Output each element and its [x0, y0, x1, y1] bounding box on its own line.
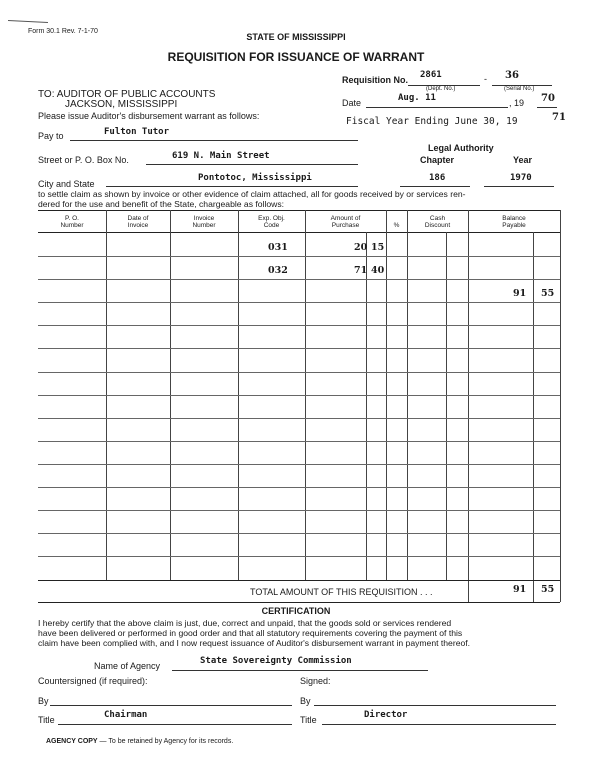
table-row-line [38, 418, 560, 419]
table-row-line [38, 556, 560, 557]
date-value: Aug. 11 [398, 93, 436, 103]
date-year-prefix: , 19 [509, 98, 525, 108]
title-right-line [322, 724, 556, 725]
row1-exp-code: 031 [268, 242, 288, 253]
chapter-value: 186 [429, 173, 446, 183]
serial-caption: (Serial No.) [504, 86, 535, 92]
table-row-line [38, 464, 560, 465]
footer-note [46, 738, 233, 745]
balance-dollars: 91 [513, 288, 527, 299]
table-row-line [38, 348, 560, 349]
certification-heading: CERTIFICATION [261, 606, 331, 616]
table-row-line [38, 533, 560, 534]
header-po: P. O. Number [60, 215, 84, 229]
table-row-line [38, 279, 560, 280]
col-divider-balance-right [560, 210, 561, 602]
legal-year-value: 1970 [510, 173, 532, 183]
header-balance: Balance Payable [502, 215, 526, 229]
table-row-line [38, 510, 560, 511]
total-label: TOTAL AMOUNT OF THIS REQUISITION . . . [250, 587, 433, 597]
table-row-line [38, 395, 560, 396]
settle-text-line1: to settle claim as shown by invoice or other evidence of claim attached, all for goods received by or services ren- [38, 189, 466, 199]
form-title: REQUISITION FOR ISSUANCE OF WARRANT [167, 50, 425, 64]
col-divider-cash-cents [446, 232, 447, 580]
header-exp-code: Exp. Obj. Code [258, 215, 285, 229]
state-heading: STATE OF MISSISSIPPI [246, 32, 346, 42]
agency-line [172, 670, 428, 671]
date-label: Date [342, 98, 362, 108]
chapter-label: Chapter [420, 155, 455, 165]
table-row-line [38, 372, 560, 373]
addressee-line2: JACKSON, MISSISSIPPI [65, 99, 178, 110]
street-value: 619 N. Main Street [172, 151, 270, 161]
date-year: 70 [541, 93, 555, 104]
agency-label: Name of Agency [94, 661, 161, 671]
table-row-line [38, 487, 560, 488]
form-number: Form 30.1 Rev. 7-1-70 [28, 28, 98, 35]
table-header-border [38, 232, 560, 233]
row2-amount-dollars: 71 [354, 265, 368, 276]
certification-line2: have been delivered or performed in good order and that all statutory requirements covering the payment of this [38, 628, 463, 638]
certification-line1: I hereby certify that the above claim is just, due, correct and unpaid, that the goods sold or services rendered [38, 618, 452, 628]
header-cash-discount: Cash Discount [424, 215, 451, 229]
row1-amount-dollars: 20 [354, 242, 368, 253]
table-row-line [38, 325, 560, 326]
by-right-line [314, 705, 556, 706]
table-row-line [38, 302, 560, 303]
signed-label: Signed: [300, 676, 331, 686]
instruction-text: Please issue Auditor's disbursement warrant as follows: [38, 111, 260, 121]
table-top-border [38, 210, 560, 211]
header-percent: % [393, 222, 400, 229]
by-left-label: By [38, 696, 49, 706]
pay-to-value: Fulton Tutor [104, 127, 170, 137]
title-left-value: Chairman [104, 710, 148, 720]
legal-authority-label: Legal Authority [428, 143, 494, 153]
row1-amount-cents: 15 [371, 242, 385, 253]
table-row-line [38, 441, 560, 442]
certification-line3: claim have been complied with, and I now request issuance of Auditor's disbursement warrant in payment thereof. [38, 638, 471, 648]
col-divider-amount-cents [366, 232, 367, 580]
pay-to-label: Pay to [38, 131, 64, 141]
table-row-line [38, 256, 560, 257]
table-bottom-border [38, 580, 560, 581]
countersigned-label: Countersigned (if required): [38, 676, 148, 686]
col-divider-balance-left [468, 580, 469, 602]
fiscal-year: 71 [552, 112, 566, 123]
col-divider-balance-cents [533, 232, 534, 602]
row2-exp-code: 032 [268, 265, 288, 276]
footer-bold: AGENCY COPY [46, 738, 98, 745]
header-invoice: Invoice Number [192, 215, 216, 229]
fiscal-label: Fiscal Year Ending June 30, 19 [346, 116, 518, 127]
by-left-line [50, 705, 292, 706]
requisition-label: Requisition No. [342, 75, 408, 85]
serial-number: 36 [505, 70, 519, 81]
footer-rest: — To be retained by Agency for its records. [97, 738, 234, 745]
city-value: Pontotoc, Mississippi [198, 173, 312, 183]
balance-cents: 55 [541, 288, 555, 299]
street-label: Street or P. O. Box No. [38, 155, 129, 165]
title-right-label: Title [300, 715, 317, 725]
settle-text-line2: dered for the use and benefit of the State, chargeable as follows: [38, 199, 285, 209]
total-dollars: 91 [513, 584, 527, 595]
city-label: City and State [38, 179, 95, 189]
header-amount: Amount of Purchase [330, 215, 361, 229]
total-cents: 55 [541, 584, 555, 595]
dept-number: 2861 [420, 70, 442, 80]
total-bottom-border [38, 602, 560, 603]
by-right-label: By [300, 696, 311, 706]
row2-amount-cents: 40 [371, 265, 385, 276]
addressee-line1: TO: AUDITOR OF PUBLIC ACCOUNTS [38, 89, 216, 100]
title-left-line [58, 724, 292, 725]
dept-caption: (Dept. No.) [426, 86, 456, 92]
legal-year-label: Year [513, 155, 533, 165]
title-right-value: Director [364, 710, 408, 720]
title-left-label: Title [38, 715, 55, 725]
requisition-dash: - [484, 74, 487, 84]
header-date: Date of Invoice [127, 215, 149, 229]
agency-value: State Sovereignty Commission [200, 656, 352, 666]
